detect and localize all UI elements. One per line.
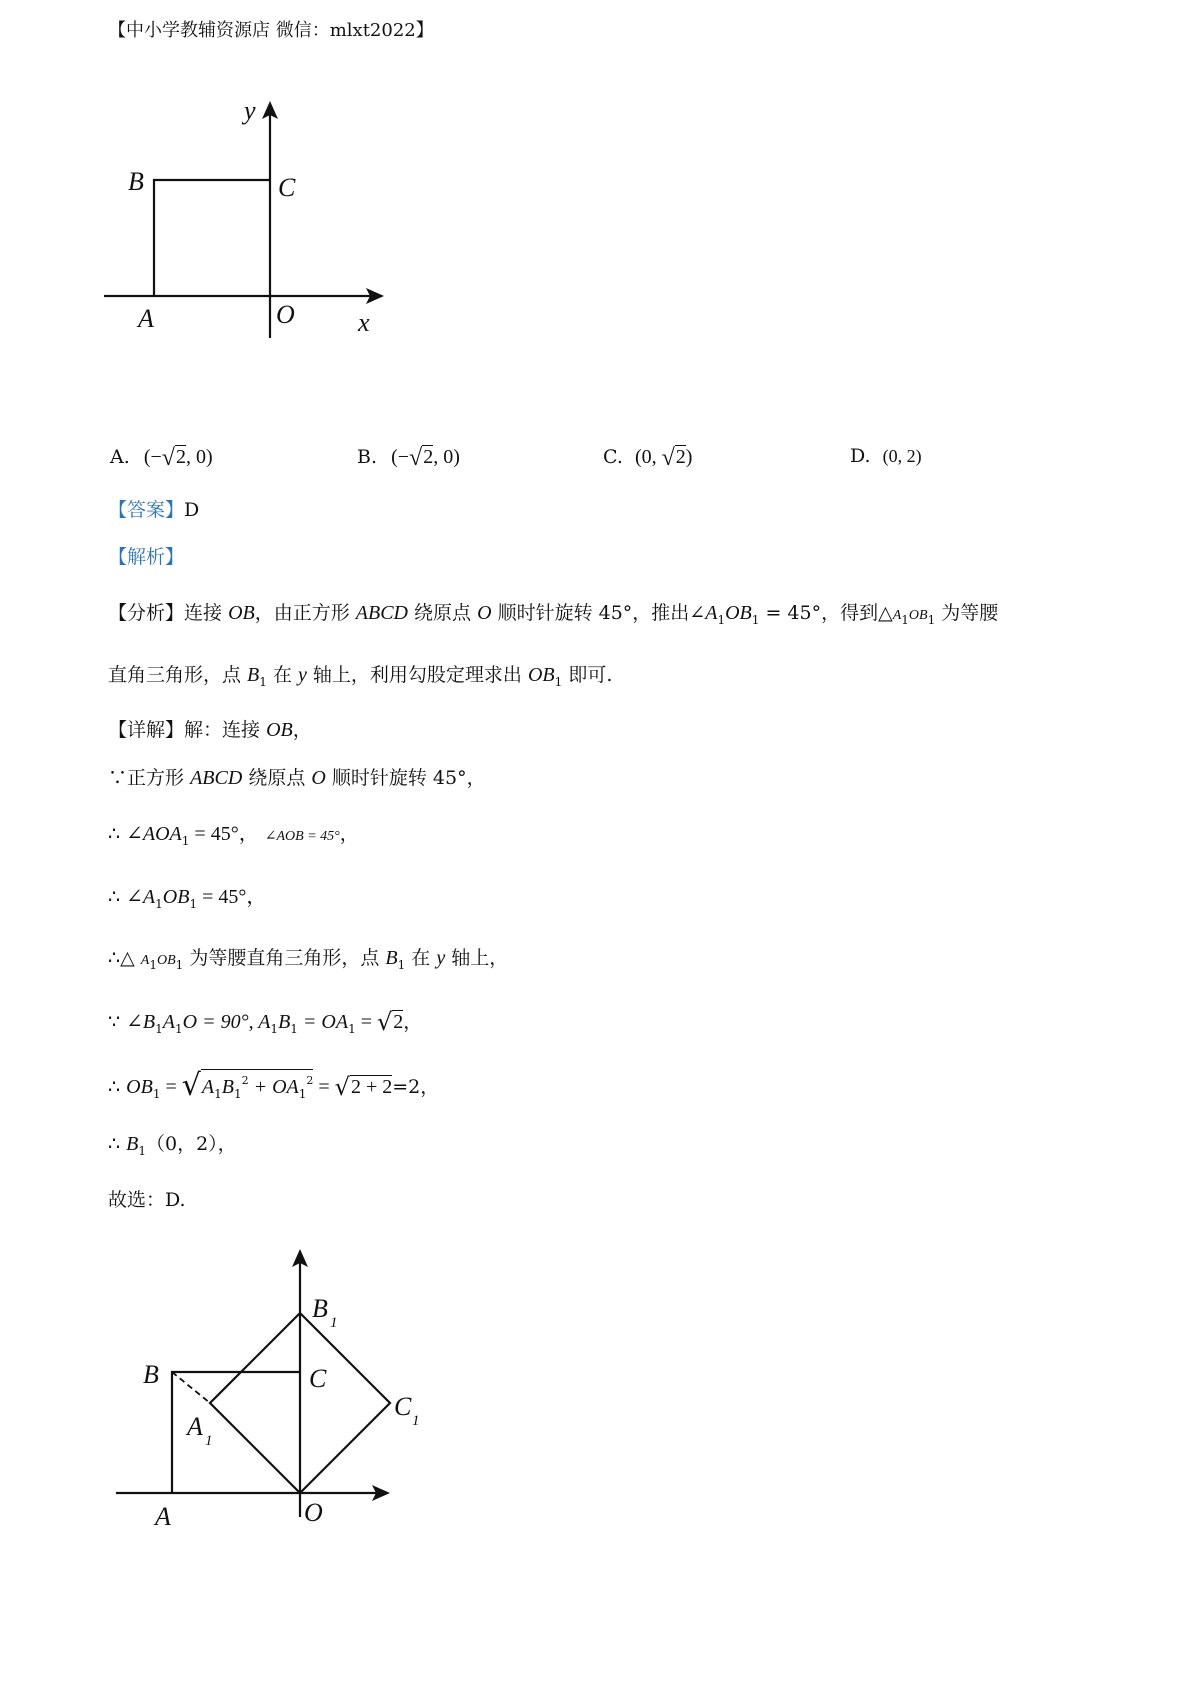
label-x: x — [358, 308, 370, 337]
label-a1-sub: 1 — [205, 1433, 213, 1449]
detail-line-2: ∵正方形 ABCD 绕原点 O 顺时针旋转 45°， — [108, 767, 486, 789]
analysis-tag: 【解析】 — [108, 546, 185, 568]
detail-line-3: ∴ $\angle AOA_1 = 45^\circ$， ∠AOB = 45°， — [108, 823, 359, 848]
answer-line — [108, 497, 199, 523]
detail-line-1: 【详解】解：连接 OB， — [108, 719, 312, 741]
figure-square-abco — [100, 95, 400, 375]
label-y: y — [244, 96, 256, 125]
answer-value: D — [184, 499, 200, 521]
option-c: C. (0, √2) — [603, 445, 693, 471]
detail-line-9: 故选：D. — [108, 1189, 186, 1211]
label-c1-sub: 1 — [412, 1413, 420, 1429]
label-a1: A — [187, 1412, 203, 1441]
label-o: O — [304, 1498, 323, 1527]
option-a: A. (−√2, 0) — [110, 445, 213, 471]
figure-rotated-square — [100, 1245, 440, 1545]
label-b: B — [143, 1360, 159, 1389]
label-c: C — [309, 1364, 327, 1393]
label-b1: B — [312, 1294, 328, 1323]
detail-line-4: ∴ $\angle A_1OB_1 = 45^\circ$， — [108, 886, 267, 911]
detail-line-6: ∵ $\angle B_1A_1O = 90^\circ$, $A_1B_1 = OA_1 = √2$， — [108, 1008, 423, 1036]
label-b1-sub: 1 — [330, 1315, 338, 1331]
label-c: C — [278, 173, 296, 202]
option-b: B. (−√2, 0) — [357, 445, 460, 471]
label-a: A — [155, 1502, 171, 1531]
label-c1: C — [394, 1392, 412, 1421]
detail-line-8: ∴ $B_1(0$，2）， — [108, 1133, 237, 1158]
header-watermark: 【中小学教辅资源店 微信：mlxt2022】 — [108, 20, 434, 41]
label-b: B — [128, 167, 144, 196]
fenxi-line-2: 直角三角形，点 $B_1$ 在 y 轴上，利用勾股定理求出 $OB_1$ 即可. — [108, 664, 613, 689]
label-a: A — [138, 304, 154, 333]
answer-tag: 【答案】 — [108, 499, 185, 521]
detail-line-5: ∴△ $A_1OB_1$ 为等腰直角三角形，点 $B_1$ 在 y 轴上， — [108, 947, 509, 972]
label-o: O — [276, 300, 295, 329]
fenxi-line-1: 【分析】连接 OB，由正方形 ABCD 绕原点 O 顺时针旋转 45°，推出$\angle A_1OB_1 = 45^\circ$，得到$\triangle A_1OB_1$ 为等腰 — [108, 602, 999, 627]
option-d: D. (0, 2) — [850, 445, 922, 467]
detail-line-7: ∴ $OB_1 = √A_1B_1^2 + OA_1^2 = √2 + 2=2$， — [108, 1068, 440, 1103]
